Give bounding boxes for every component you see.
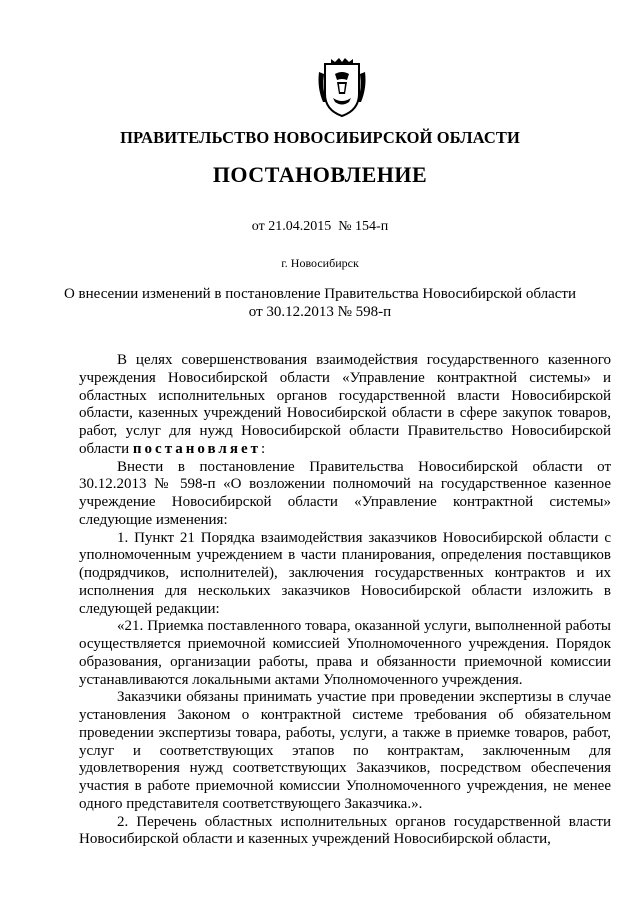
clause-21-paragraph: «21. Приемка поставленного товара, оказанной услуги, выполненной работы осуществляется приемочной комиссией Уполномоченного учреждения. Порядок образования, организации работы, права и обязанности приемочной комиссии устанавливаются локальными актами Уполномоченного учреждения. <box>79 618 611 688</box>
resolves-word: постановляет <box>132 440 261 457</box>
subject-line-1: О внесении изменений в постановление Правительства Новосибирской области <box>63 286 577 302</box>
document-subject <box>0 285 640 321</box>
preamble-text: В целях совершенствования взаимодействия государственного казенного учреждения Новосибирской области «Управление контрактной системы» и областных исполнительных органов государственной власти Новосибирской области, казенных учреждений Новосибирской области в сфере закупок товаров, работ, услуг для нужд Новосибирской области Правительство Новосибирской области <box>79 352 611 457</box>
document-body <box>79 352 611 849</box>
document-type-title: ПОСТАНОВЛЕНИЕ <box>212 162 428 187</box>
preamble-colon: : <box>261 440 266 457</box>
clause-21-continuation-paragraph: Заказчики обязаны принимать участие при проведении экспертизы в случае установления Законом о контрактной системе требования об обязательном проведении экспертизы товара, работы, услуги, а также в приемке товаров, работ, услуг и соответствующих этапов по контрактам, заключенным для удовлетворения нужд соответствующих Заказчиков, посредством обеспечения участия в работе приемочной комиссии Уполномоченного учреждения, не менее одного представителя соответствующего Заказчика.». <box>79 689 611 812</box>
organization-title: ПРАВИТЕЛЬСТВО НОВОСИБИРСКОЙ ОБЛАСТИ <box>120 128 520 147</box>
document-date-number: от 21.04.2015 № 154-п <box>251 219 389 234</box>
item-2-paragraph: 2. Перечень областных исполнительных органов государственной власти Новосибирской области и казенных учреждений Новосибирской области, <box>79 813 611 848</box>
document-city: г. Новосибирск <box>281 256 359 270</box>
item-1-paragraph: 1. Пункт 21 Порядка взаимодействия заказчиков Новосибирской области с уполномоченным учреждением в части планирования, определения поставщиков (подрядчиков, исполнителей), заключения государственных контрактов и их исполнения для нескольких заказчиков Новосибирской области изложить в следующей редакции: <box>79 529 611 617</box>
subject-line-2: от 30.12.2013 № 598-п <box>248 304 392 320</box>
coat-of-arms-icon <box>317 58 367 118</box>
amend-paragraph: Внести в постановление Правительства Новосибирской области от 30.12.2013 № 598-п «О возложении полномочий на государственное казенное учреждение Новосибирской области «Управление контрактной системы» следующие изменения: <box>79 458 611 528</box>
preamble-paragraph <box>79 352 611 459</box>
